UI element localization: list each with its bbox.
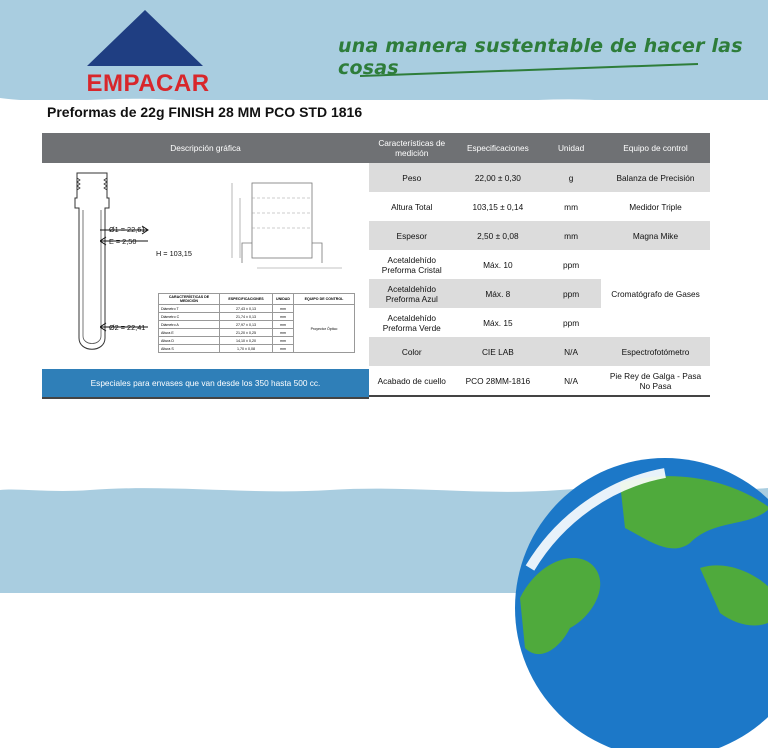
table-row: Peso 22,00 ± 0,30 g Balanza de Precisión bbox=[369, 163, 710, 192]
table-row: Acetaldehído Preforma Cristal Máx. 10 ppm Cromatógrafo de Gases bbox=[369, 250, 710, 279]
neck-measurement-table bbox=[158, 293, 355, 353]
mini-row: Diámetro T 27,43 ± 0,13 mm Proyector Óptico bbox=[159, 305, 355, 313]
col-header: Características de medición bbox=[369, 133, 455, 163]
graphic-header: Descripción gráfica bbox=[42, 133, 369, 163]
table-row: Acabado de cuello PCO 28MM-1816 N/A Pie Rey de Galga - Pasa No Pasa bbox=[369, 366, 710, 396]
shared-equipment-cell: Cromatógrafo de Gases bbox=[601, 250, 710, 337]
tagline-underline bbox=[360, 62, 700, 78]
table-row: Espesor 2,50 ± 0,08 mm Magna Mike bbox=[369, 221, 710, 250]
mini-row: Diámetro A 27,97 ± 0,13 mm bbox=[159, 321, 355, 329]
label-h: H = 103,15 bbox=[156, 249, 192, 258]
mini-row: Diámetro C 21,74 ± 0,13 mm bbox=[159, 313, 355, 321]
label-e: E = 2,50 bbox=[109, 237, 137, 246]
mini-row: Altura E 21,20 ± 0,25 mm bbox=[159, 329, 355, 337]
label-d1: Ø1 = 22,61 bbox=[109, 225, 146, 234]
mini-equipment: Proyector Óptico bbox=[294, 305, 355, 353]
col-header: Especificaciones bbox=[455, 133, 542, 163]
mini-row: Altura S 1,70 ± 0,08 mm bbox=[159, 345, 355, 353]
table-row: Acetaldehído Preforma Azul Máx. 8 ppm bbox=[369, 279, 710, 308]
neck-finish-drawing bbox=[222, 173, 352, 273]
tagline: una manera sustentable de hacer las cosas bbox=[338, 35, 743, 79]
col-header: Unidad bbox=[541, 133, 601, 163]
spec-header-row bbox=[369, 133, 710, 163]
mini-header: ESPECIFICACIONES bbox=[220, 294, 273, 305]
page-title: Preformas de 22g FINISH 28 MM PCO STD 1816 bbox=[47, 104, 363, 120]
table-row: Altura Total 103,15 ± 0,14 mm Medidor Triple bbox=[369, 192, 710, 221]
mini-row: Altura D 14,10 ± 0,20 mm bbox=[159, 337, 355, 345]
table-row: Color CIE LAB N/A Espectrofotómetro bbox=[369, 337, 710, 366]
col-header: Equipo de control bbox=[601, 133, 710, 163]
mini-header: CARACTERÍSTICAS DE MEDICIÓN bbox=[159, 294, 220, 305]
globe-illustration bbox=[500, 448, 768, 748]
table-row: Acetaldehído Preforma Verde Máx. 15 ppm bbox=[369, 308, 710, 337]
graphic-area bbox=[42, 163, 369, 368]
logo-text: EMPACAR bbox=[86, 70, 210, 97]
usage-note-bar: Especiales para envases que van desde los 350 hasta 500 cc. bbox=[42, 369, 369, 399]
label-d2: Ø2 = 22,41 bbox=[109, 323, 146, 332]
spec-table bbox=[369, 133, 710, 397]
mini-header: EQUIPO DE CONTROL bbox=[294, 294, 355, 305]
mini-header: UNIDAD bbox=[273, 294, 294, 305]
